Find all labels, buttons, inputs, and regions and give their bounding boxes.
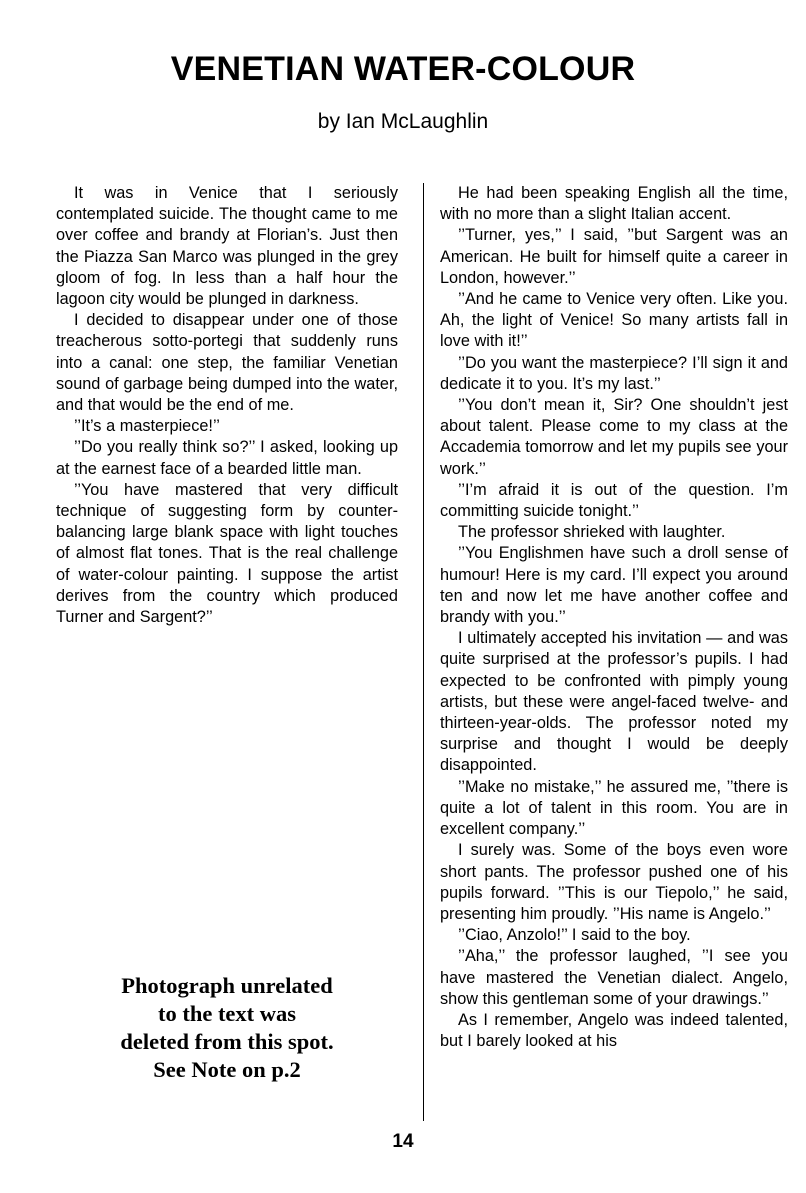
paragraph: ’’Turner, yes,’’ I said, ’’but Sargent was an American. He built for himself quite a career in London, however.’’ [440, 226, 788, 287]
paragraph: I decided to disappear under one of those treacherous sotto-portegi that suddenly runs into a canal: one step, the familiar Venetian sound of garbage being dumped into the water, and that would be the end of me. [56, 311, 398, 415]
paragraph: ’’I’m afraid it is out of the question. I’m committing suicide tonight.’’ [440, 480, 788, 521]
paragraph: ’’Aha,’’ the professor laughed, ’’I see you have mastered the Venetian dialect. Angelo, show this gentleman some of your drawings.’’ [440, 947, 788, 1008]
paragraph: I surely was. Some of the boys even wore short pants. The professor pushed one of his pupils forward. ’’This is our Tiepolo,’’ he said, presenting him proudly. ’’His name is Angelo.’’ [440, 841, 788, 923]
paragraph: ’’Do you want the masterpiece? I’ll sign it and dedicate it to you. It’s my last.’’ [440, 353, 788, 393]
paragraph: ’’You don’t mean it, Sir? One shouldn’t jest about talent. Please come to my class at the Accademia tomorrow and let my pupils see your work.’’ [440, 396, 788, 478]
photo-note-line: Photograph unrelated [121, 973, 333, 998]
paragraph: I ultimately accepted his invitation — and was quite surprised at the professor’s pupils. I had expected to be confronted with pimply young artists, but these were angel-faced twelve- and thirteen-year-olds. The professor noted my surprise and thought I would be deeply disappointed. [440, 629, 788, 775]
article-byline: by Ian McLaughlin [317, 110, 489, 133]
photo-removal-note [56, 972, 398, 1084]
page-title: VENETIAN WATER-COLOUR [170, 49, 636, 88]
paragraph: ’’It’s a masterpiece!’’ [74, 417, 220, 436]
page-number: 14 [392, 1131, 414, 1152]
paragraph: ’’You have mastered that very difficult technique of suggesting form by counter-balancing large blank space with light touches of almost flat tones. That is the real challenge of water-colour painting. I suppose the artist derives from the country which produced Turner and Sargent?’’ [56, 480, 398, 627]
photo-note-line: to the text was [157, 1001, 297, 1026]
paragraph: It was in Venice that I seriously contemplated suicide. The thought came to me over coffee and brandy at Florian’s. Just then the Piazza San Marco was plunged in the grey gloom of fog. In less than a half hour the lagoon city would be plunged in darkness. [56, 184, 398, 309]
column-left [56, 183, 398, 628]
photo-note-line: deleted from this spot. [120, 1029, 334, 1054]
paragraph: As I remember, Angelo was indeed talented, but I barely looked at his [440, 1010, 788, 1051]
paragraph: ’’You Englishmen have such a droll sense of humour! Here is my card. I’ll expect you around ten and now let me have another coffee and brandy with you.’’ [440, 544, 788, 627]
photo-note-line: See Note on p.2 [153, 1057, 301, 1082]
paragraph: The professor shrieked with laughter. [458, 523, 726, 542]
paragraph: ’’And he came to Venice very often. Like you. Ah, the light of Venice! So many artists fall in love with it!’’ [440, 290, 788, 351]
column-divider [423, 183, 424, 1121]
paragraph: ’’Ciao, Anzolo!’’ I said to the boy. [458, 926, 691, 945]
paragraph: ’’Make no mistake,’’ he assured me, ’’there is quite a lot of talent in this room. You are in excellent company.’’ [440, 777, 788, 839]
column-right [440, 183, 788, 1052]
paragraph: ’’Do you really think so?’’ I asked, looking up at the earnest face of a bearded little man. [56, 438, 398, 478]
paragraph: He had been speaking English all the time, with no more than a slight Italian accent. [440, 184, 788, 224]
